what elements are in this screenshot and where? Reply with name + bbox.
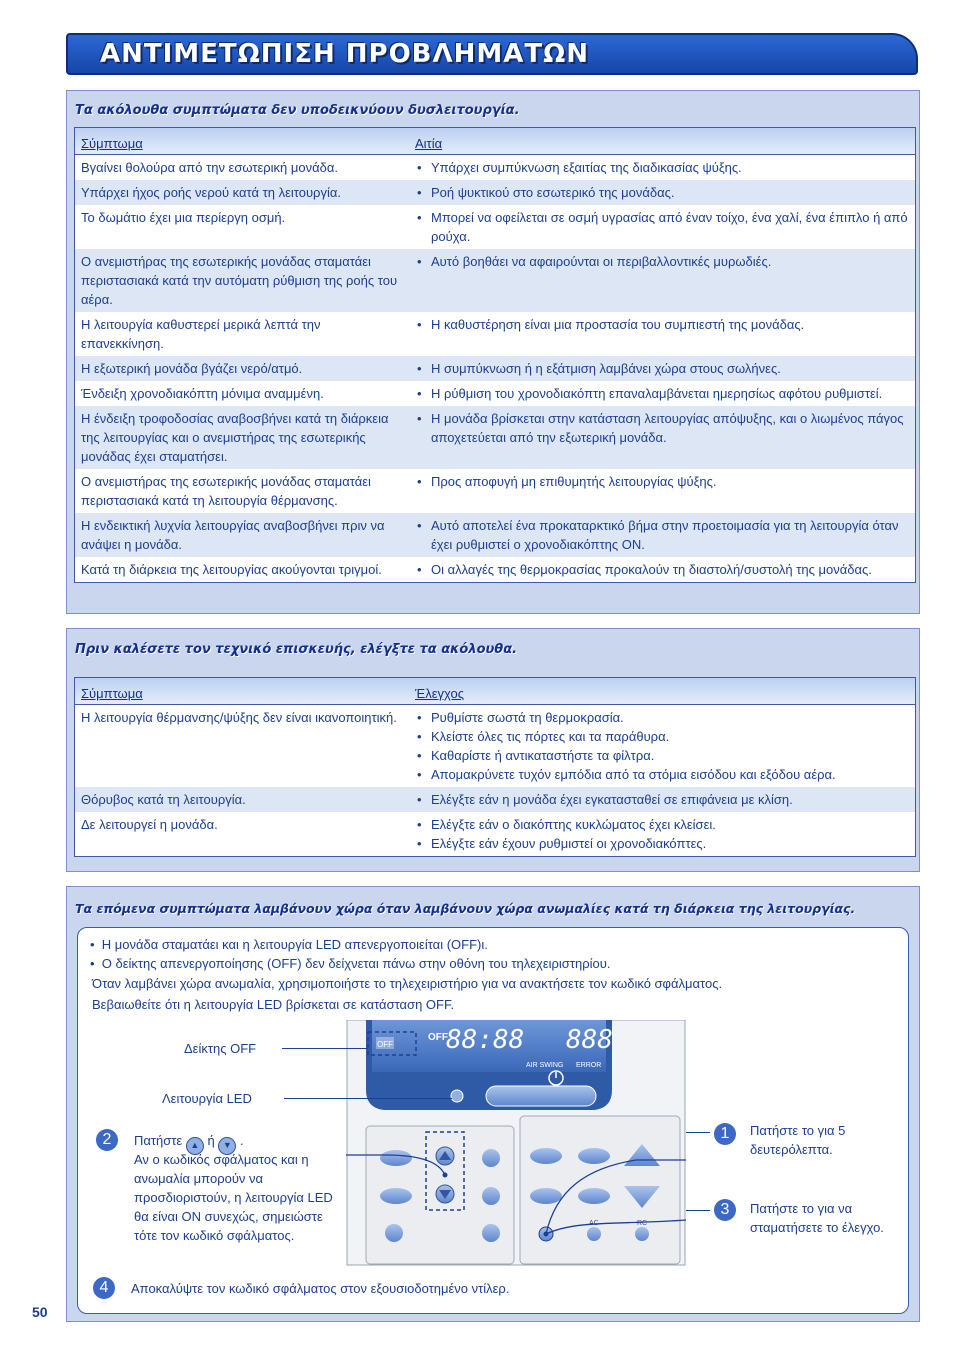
bullet-item: [417, 158, 909, 177]
symptom-cell: [75, 557, 411, 582]
symptom-cell: [75, 381, 411, 406]
detail-cell: [411, 787, 915, 812]
airswing-label: AIR SWING: [526, 1062, 564, 1069]
symptom-cell: [75, 787, 411, 812]
detail-cell: [411, 557, 915, 582]
detail-text: Η συμπύκνωση ή η εξάτμιση λαμβάνει χώρα στους σωλήνες.: [431, 361, 781, 376]
bullet-icon: •: [417, 160, 422, 175]
bullet-item: [417, 359, 909, 378]
detail-cell: [411, 381, 915, 406]
section-title: Πριν καλέσετε τον τεχνικό επισκευής, ελέγξτε τα ακόλουθα.: [75, 642, 518, 657]
symptom-text: Ο ανεμιστήρας της εσωτερικής μονάδας σταματάει περιστασιακά κατά τη λειτουργία θέρμανσης.: [81, 474, 371, 508]
detail-text: Η μονάδα βρίσκεται στην κατάσταση λειτουργίας απόψυξης, και ο λιωμένος πάγος αποχετεύεται από την εξωτερική μονάδα.: [431, 411, 904, 445]
column-header-check: Έλεγχος: [415, 686, 464, 701]
bullet-item: [417, 208, 909, 246]
bullet-icon: •: [417, 710, 422, 725]
bullet-item: [417, 315, 909, 334]
leader-line: [282, 1048, 368, 1049]
table-row: [75, 705, 915, 787]
step-3-text: Πατήστε το για να σταματήσετε το έλεγχο.: [750, 1201, 884, 1235]
table-row: [75, 249, 915, 312]
ac-button[interactable]: [587, 1227, 601, 1241]
step-number: 1: [714, 1123, 736, 1145]
detail-text: Η ρύθμιση του χρονοδιακόπτη επαναλαμβάνεται ημερησίως αφότου ρυθμιστεί.: [431, 386, 883, 401]
section-no-malfunction: [66, 90, 920, 614]
bullet-icon: •: [417, 474, 422, 489]
bullet-icon: •: [417, 361, 422, 376]
down-arrow-icon: ▼: [218, 1137, 236, 1155]
symptom-cell: [75, 205, 411, 249]
detail-text: Υπάρχει συμπύκνωση εξαιτίας της διαδικασίας ψύξης.: [431, 160, 742, 175]
detail-text: Οι αλλαγές της θερμοκρασίας προκαλούν τη διαστολή/συστολή της μονάδας.: [431, 562, 872, 577]
bullet-icon: •: [417, 748, 422, 763]
section-title: Τα ακόλουθα συμπτώματα δεν υποδεικνύουν δυσλειτουργία.: [75, 103, 520, 118]
bullet-icon: •: [417, 817, 422, 832]
detail-cell: [411, 356, 915, 381]
step-number: 4: [93, 1277, 115, 1299]
bullet-icon: •: [417, 185, 422, 200]
symptom-cell: [75, 249, 411, 312]
detail-text: Ελέγξτε εάν η μονάδα έχει εγκατασταθεί σε επιφάνεια με κλίση.: [431, 792, 793, 807]
bullet-text: • Ο δείκτης απενεργοποίησης (OFF) δεν δείχνεται πάνω στην οθόνη του τηλεχειριστηρίου.: [90, 956, 611, 971]
symptom-text: Δε λειτουργεί η μονάδα.: [81, 817, 218, 832]
bullet-icon: •: [417, 317, 422, 332]
step-number: 2: [96, 1129, 118, 1151]
detail-text: Μπορεί να οφείλεται σε οσμή υγρασίας από έναν τοίχο, ένα χαλί, ένα έπιπλο ή από ρούχα.: [431, 210, 908, 244]
table-row: [75, 356, 915, 381]
table-body: [75, 705, 915, 856]
rc-button[interactable]: [635, 1227, 649, 1241]
detail-text: Καθαρίστε ή αντικαταστήστε τα φίλτρα.: [431, 748, 655, 763]
bullet-icon: •: [417, 836, 422, 851]
section-title: Τα επόμενα συμπτώματα λαμβάνουν χώρα όταν λαμβάνουν χώρα ανωμαλίες κατά τη διάρκεια της λειτουργίας.: [75, 901, 856, 916]
bullet-icon: •: [417, 518, 422, 533]
detail-text: Ελέγξτε εάν ο διακόπτης κυκλώματος έχει κλείσει.: [431, 817, 716, 832]
symptom-cell: [75, 356, 411, 381]
bullet-icon: •: [417, 767, 422, 782]
bullet-item: [417, 252, 909, 271]
symptom-text: Η ενδεικτική λυχνία λειτουργίας αναβοσβήνει πριν να ανάψει η μονάδα.: [81, 518, 385, 552]
bullet-item: [417, 516, 909, 554]
table-row: [75, 205, 915, 249]
body-text: Βεβαιωθείτε ότι η λειτουργία LED βρίσκεται σε κατάσταση OFF.: [92, 997, 455, 1012]
symptom-cell: [75, 812, 411, 856]
up-arrow-icon: ▲: [186, 1137, 204, 1155]
error-digits: 888: [566, 1025, 613, 1055]
bullet-icon: •: [417, 562, 422, 577]
symptom-text: Ο ανεμιστήρας της εσωτερικής μονάδας σταματάει περιστασιακά κατά την αυτόματη ρύθμιση της ροής του αέρα.: [81, 254, 398, 307]
bullet-icon: •: [417, 411, 422, 426]
page-number: 50: [32, 1304, 48, 1320]
leader-line: [284, 1098, 452, 1099]
column-header-symptom: Σύμπτωμα: [81, 686, 143, 701]
step-2-text: Αν ο κωδικός σφάλματος και η ανωμαλία μπορούν να προσδιοριστούν, η λειτουργία LED θα είναι ON συνεχώς, σημειώστε τότε τον κωδικό σφάλματος.: [134, 1152, 333, 1243]
detail-cell: [411, 469, 915, 513]
table-row: [75, 155, 915, 180]
symptom-cell: [75, 513, 411, 557]
table-row: [75, 406, 915, 469]
main-button[interactable]: [486, 1086, 596, 1106]
remote-control-illustration: [346, 1020, 686, 1266]
error-label: ERROR: [576, 1062, 602, 1069]
bullet-icon: •: [417, 729, 422, 744]
bullet-icon: •: [417, 254, 422, 269]
symptom-text: Η ένδειξη τροφοδοσίας αναβοσβήνει κατά τη διάρκεια της λειτουργίας και ο ανεμιστήρας της εσωτερικής μονάδας έχει σταματήσει.: [81, 411, 389, 464]
symptom-text: Η εξωτερική μονάδα βγάζει νερό/ατμό.: [81, 361, 303, 376]
rc-label: RC: [637, 1220, 648, 1227]
symptom-text: Η λειτουργία καθυστερεί μερικά λεπτά την επανεκκίνηση.: [81, 317, 321, 351]
table-row: [75, 557, 915, 582]
symptom-cell: [75, 705, 411, 787]
symptom-text: Θόρυβος κατά τη λειτουργία.: [81, 792, 246, 807]
table-header: [75, 678, 915, 705]
symptom-cell: [75, 155, 411, 180]
symptoms-table: [74, 127, 916, 583]
page-title: ΑΝΤΙΜΕΤΩΠΙΣΗ ΠΡΟΒΛΗΜΑΤΩΝ: [100, 39, 589, 69]
bullet-icon: •: [417, 386, 422, 401]
section-abnormality: [66, 886, 920, 1322]
bullet-text: • Η μονάδα σταματάει και η λειτουργία LED απενεργοποιείται (OFF)ι.: [90, 937, 488, 952]
bullet-item: [417, 834, 909, 853]
bullet-item: [417, 746, 909, 765]
symptom-cell: [75, 312, 411, 356]
detail-cell: [411, 812, 915, 856]
step-number: 3: [714, 1199, 736, 1221]
detail-cell: [411, 406, 915, 469]
symptom-cell: [75, 406, 411, 469]
detail-cell: [411, 249, 915, 312]
bullet-item: [417, 183, 909, 202]
bullet-icon: •: [417, 792, 422, 807]
symptom-cell: [75, 469, 411, 513]
detail-text: Ρυθμίστε σωστά τη θερμοκρασία.: [431, 710, 624, 725]
off-indicator-lcd: OFF: [428, 1032, 448, 1043]
detail-text: Ελέγξτε εάν έχουν ρυθμιστεί οι χρονοδιακόπτες.: [431, 836, 707, 851]
detail-text: Αυτό αποτελεί ένα προκαταρκτικό βήμα στην προετοιμασία για τη λειτουργία όταν έχει ρυθμιστεί ο χρονοδιακόπτης ON.: [431, 518, 899, 552]
table-row: [75, 381, 915, 406]
step-2-instruction: Πατήστε ▲ ή ▼ .: [134, 1131, 244, 1155]
bullet-item: [417, 560, 909, 579]
table-body: [75, 155, 915, 582]
detail-text: Η καθυστέρηση είναι μια προστασία του συμπιεστή της μονάδας.: [431, 317, 805, 332]
column-header-cause: Αιτία: [415, 136, 443, 151]
detail-text: Προς αποφυγή μη επιθυμητής λειτουργίας ψύξης.: [431, 474, 717, 489]
detail-cell: [411, 180, 915, 205]
bullet-item: [417, 727, 909, 746]
off-small-label: OFF: [377, 1040, 393, 1049]
led-label: Λειτουργία LED: [162, 1091, 252, 1106]
table-row: [75, 180, 915, 205]
bullet-icon: •: [417, 210, 422, 225]
operation-led: [451, 1090, 463, 1102]
table-header: [75, 128, 915, 155]
checks-table: [74, 677, 916, 857]
table-row: [75, 513, 915, 557]
leader-line: [686, 1132, 710, 1133]
detail-cell: [411, 312, 915, 356]
symptom-text: Κατά τη διάρκεια της λειτουργίας ακούγονται τριγμοί.: [81, 562, 382, 577]
table-row: [75, 787, 915, 812]
bullet-item: [417, 765, 909, 784]
bullet-item: [417, 409, 909, 447]
symptom-text: Το δωμάτιο έχει μια περίεργη οσμή.: [81, 210, 286, 225]
page-header: [66, 33, 918, 75]
section-before-calling: [66, 628, 920, 872]
bullet-item: [417, 384, 909, 403]
bullet-item: [417, 708, 909, 727]
table-row: [75, 312, 915, 356]
detail-text: Ροή ψυκτικού στο εσωτερικό της μονάδας.: [431, 185, 675, 200]
off-indicator-label: Δείκτης OFF: [184, 1041, 257, 1056]
detail-text: Αυτό βοηθάει να αφαιρούνται οι περιβαλλοντικές μυρωδιές.: [431, 254, 772, 269]
detail-cell: [411, 705, 915, 787]
error-code-box: [77, 927, 909, 1314]
symptom-text: Βγαίνει θολούρα από την εσωτερική μονάδα.: [81, 160, 338, 175]
table-row: [75, 812, 915, 856]
ac-label: AC: [589, 1220, 599, 1227]
table-row: [75, 469, 915, 513]
symptom-text: Ένδειξη χρονοδιακόπτη μόνιμα αναμμένη.: [81, 386, 324, 401]
detail-cell: [411, 513, 915, 557]
body-text: Όταν λαμβάνει χώρα ανωμαλία, χρησιμοποιήστε το τηλεχειριστήριο για να ανακτήσετε τον κωδικό σφάλματος.: [92, 976, 723, 991]
step-4-text: Αποκαλύψτε τον κωδικό σφάλματος στον εξουσιοδοτημένο ντίλερ.: [131, 1281, 510, 1296]
detail-text: Κλείστε όλες τις πόρτες και τα παράθυρα.: [431, 729, 670, 744]
symptom-text: Υπάρχει ήχος ροής νερού κατά τη λειτουργία.: [81, 185, 341, 200]
bullet-item: [417, 815, 909, 834]
column-header-symptom: Σύμπτωμα: [81, 136, 143, 151]
symptom-text: Η λειτουργία θέρμανσης/ψύξης δεν είναι ικανοποιητική.: [81, 710, 397, 725]
detail-text: Απομακρύνετε τυχόν εμπόδια από τα στόμια εισόδου και εξόδου αέρα.: [431, 767, 836, 782]
bullet-item: [417, 472, 909, 491]
symptom-cell: [75, 180, 411, 205]
detail-cell: [411, 205, 915, 249]
bullet-item: [417, 790, 909, 809]
step-1-text: Πατήστε το για 5 δευτερόλεπτα.: [750, 1123, 846, 1157]
leader-line: [686, 1210, 710, 1211]
time-digits: 88:88: [446, 1025, 525, 1055]
detail-cell: [411, 155, 915, 180]
